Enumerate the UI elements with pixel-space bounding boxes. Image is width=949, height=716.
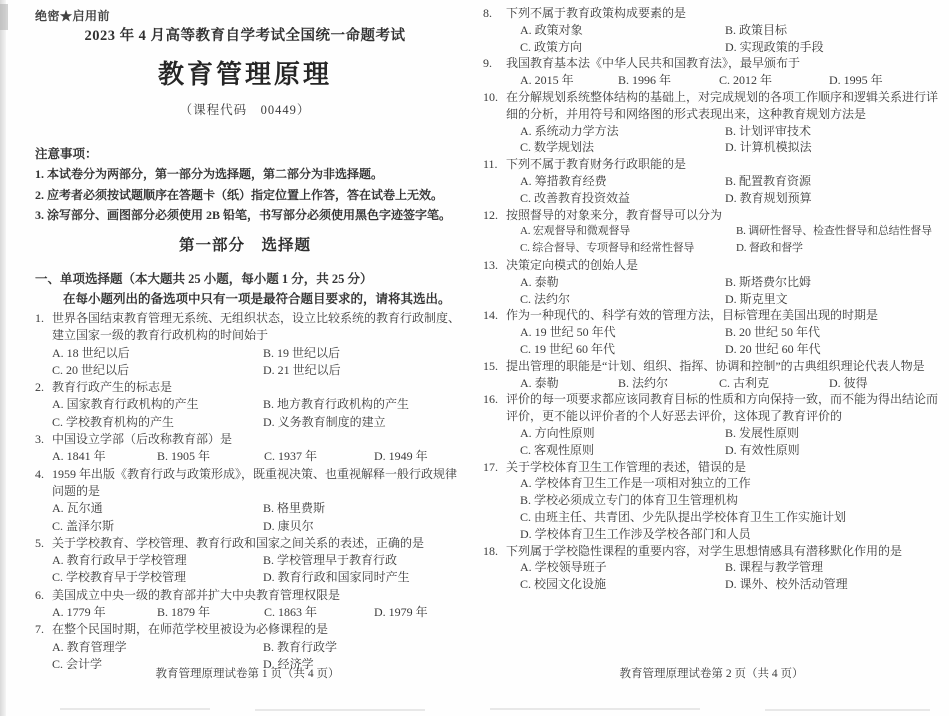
option-A: A. 国家教育行政机构的产生 (52, 397, 199, 412)
option-D: D. 有效性原则 (725, 442, 800, 457)
course-code: （课程代码 00449） (179, 103, 311, 117)
question-18 (483, 543, 941, 593)
option-C: C. 2012 年 (719, 73, 773, 88)
question-10 (483, 89, 941, 156)
question-number: 6. (35, 587, 44, 602)
scan-streak-artifact (490, 708, 700, 710)
question-stem: 我国教育基本法《中华人民共和国教育法》，最早颁布于 (506, 56, 801, 71)
question-stem: 评价的每一项要求都应该同教育目标的性质和方向保持一致，而不能为得出结论而评价，更不能以评价者的个人好恶去评价，这体现了教育评价的 (506, 392, 939, 424)
option-B: B. 课程与教学管理 (725, 560, 824, 575)
question-16 (483, 391, 941, 458)
question-list-page-2 (483, 5, 941, 593)
question-number: 5. (35, 535, 44, 550)
option-D: D. 计算机模拟法 (725, 140, 812, 155)
option-B: B. 学校必须成立专门的体育卫生管理机构 (520, 493, 739, 508)
option-D: D. 经济学 (263, 656, 314, 671)
notices-list (35, 164, 465, 226)
option-B: B. 1996 年 (618, 73, 672, 88)
option-B: B. 政策目标 (725, 22, 788, 37)
question-options (520, 475, 941, 542)
option-C: C. 改善教育投资效益 (520, 190, 631, 205)
option-D: D. 1995 年 (829, 73, 883, 88)
question-options (520, 223, 941, 257)
option-A: A. 教育行政早于学校管理 (52, 553, 187, 568)
scan-edge-artifact (0, 0, 6, 716)
option-A: A. 19 世纪 50 年代 (520, 325, 616, 340)
option-C: C. 1863 年 (264, 605, 318, 620)
question-number: 12. (483, 207, 498, 222)
option-C: C. 法约尔 (520, 291, 571, 306)
option-D: D. 义务教育制度的建立 (263, 414, 386, 429)
question-1 (35, 310, 461, 379)
question-12 (483, 207, 941, 257)
question-6 (35, 587, 461, 622)
option-A: A. 学校体育卫生工作是一项相对独立的工作 (520, 476, 751, 491)
question-14 (483, 307, 941, 357)
option-C: C. 数学规划法 (520, 140, 595, 155)
scan-corner-artifact (0, 4, 8, 30)
option-C: C. 古利克 (719, 375, 770, 390)
option-C: C. 1937 年 (264, 449, 318, 464)
option-C: C. 由班主任、共青团、少先队提出学校体育卫生工作实施计划 (520, 509, 847, 524)
option-B: B. 教育行政学 (263, 639, 338, 654)
question-number: 16. (483, 392, 498, 407)
option-A: A. 教育管理学 (52, 639, 127, 654)
question-stem: 在分解规划系统整体结构的基础上，对完成规划的各项工作顺序和逻辑关系进行详细的分析，并用符号和网络图的形式表现出来，这种教育规划方法是 (506, 89, 939, 121)
option-B: B. 1905 年 (157, 449, 211, 464)
question-number: 10. (483, 89, 498, 104)
page-2-footer: 教育管理原理试卷第 2 页（共 4 页） (619, 668, 804, 680)
option-C: C. 综合督导、专项督导和经常性督导 (520, 242, 695, 255)
question-number: 1. (35, 311, 44, 325)
question-number: 13. (483, 257, 498, 272)
option-A: A. 宏观督导和微观督导 (520, 225, 631, 238)
exam-page-2 (474, 0, 949, 716)
option-B: B. 地方教育行政机构的产生 (263, 397, 410, 412)
option-C: C. 盖泽尔斯 (52, 518, 115, 533)
option-B: B. 发展性原则 (725, 425, 800, 440)
option-C: C. 20 世纪以后 (52, 362, 130, 377)
option-A: A. 18 世纪以后 (52, 345, 130, 360)
option-A: A. 泰勒 (520, 274, 559, 289)
question-stem: 下列不属于教育政策构成要素的是 (506, 6, 687, 20)
question-number: 15. (483, 358, 498, 373)
question-15 (483, 358, 941, 392)
question-number: 4. (35, 466, 44, 481)
question-stem: 下列不属于教育财务行政职能的是 (506, 157, 687, 172)
section-subtitle: 在每小题列出的备选项中只有一项是最符合题目要求的，请将其选出。 (63, 292, 451, 306)
exam-session-line: 2023 年 4 月高等教育自学考试全国统一命题考试 (84, 28, 406, 44)
question-11 (483, 156, 941, 206)
option-D: D. 1949 年 (374, 449, 428, 464)
question-options (520, 72, 941, 89)
option-C: C. 客观性原则 (520, 442, 595, 457)
option-A: A. 学校领导班子 (520, 560, 607, 575)
option-D: D. 课外、校外活动管理 (725, 577, 848, 592)
option-A: A. 2015 年 (520, 73, 574, 88)
option-B: B. 计划评审技术 (725, 123, 812, 138)
question-stem: 中国设立学部（后改称教育部）是 (52, 432, 233, 447)
option-A: A. 瓦尔通 (52, 501, 103, 516)
page-1-footer: 教育管理原理试卷第 1 页（共 4 页） (155, 668, 340, 680)
question-number: 9. (483, 56, 492, 71)
option-A: A. 政策对象 (520, 22, 583, 37)
question-options (520, 173, 941, 207)
question-stem: 美国成立中央一级的教育部并扩大中央教育管理权限是 (52, 587, 341, 602)
question-stem: 世界各国结束教育管理无系统、无组织状态，设立比较系统的教育行政制度、建立国家一级的教育行政机构的时间始于 (52, 311, 461, 343)
question-number: 8. (483, 6, 492, 20)
option-C: C. 学校教育机构的产生 (52, 414, 175, 429)
option-D: D. 21 世纪以后 (263, 362, 341, 377)
option-A: A. 泰勒 (520, 375, 559, 390)
question-stem: 作为一种现代的、科学有效的管理方法，目标管理在美国出现的时期是 (506, 308, 879, 323)
question-number: 14. (483, 308, 498, 323)
question-13 (483, 257, 941, 307)
option-C: C. 会计学 (52, 656, 103, 671)
question-stem: 提出管理的职能是“计划、组织、指挥、协调和控制”的古典组织理论代表人物是 (506, 358, 925, 373)
option-B: B. 20 世纪 50 年代 (725, 325, 821, 340)
question-options (52, 345, 461, 380)
question-options (520, 324, 941, 358)
question-9 (483, 55, 941, 89)
option-B: B. 斯塔费尔比姆 (725, 274, 812, 289)
option-D: D. 教育行政和国家同时产生 (263, 570, 410, 585)
part-one-heading: 第一部分 选择题 (178, 237, 311, 254)
question-5 (35, 535, 461, 587)
question-stem: 关于学校教育、学校管理、教育行政和国家之间关系的表述，正确的是 (52, 535, 425, 550)
question-2 (35, 379, 461, 431)
question-stem: 下列属于学校隐性课程的重要内容，对学生思想情感具有潜移默化作用的是 (506, 543, 903, 558)
option-D: D. 康贝尔 (263, 518, 314, 533)
question-number: 11. (483, 157, 498, 172)
question-number: 3. (35, 432, 44, 447)
question-stem: 在整个民国时期，在师范学校里被设为必修课程的是 (52, 622, 329, 637)
option-D: D. 斯克里文 (725, 291, 788, 306)
option-B: B. 配置教育资源 (725, 173, 812, 188)
question-options (52, 604, 461, 621)
option-D: D. 教育规划预算 (725, 190, 812, 205)
option-C: C. 学校教育早于学校管理 (52, 570, 187, 585)
notice-item-2: 2. 应考者必须按试题顺序在答题卡（纸）指定位置上作答，答在试卷上无效。 (35, 187, 444, 202)
scan-streak-artifact (765, 709, 930, 711)
question-options (52, 396, 461, 431)
scan-streak-artifact (60, 708, 210, 710)
option-A: A. 筹措教育经费 (520, 173, 607, 188)
question-options (52, 500, 461, 535)
question-stem: 教育行政产生的标志是 (52, 380, 173, 395)
option-B: B. 学校管理早于教育行政 (263, 553, 398, 568)
option-A: A. 方向性原则 (520, 425, 595, 440)
scan-streak-artifact (255, 709, 425, 711)
question-stem: 1959 年出版《教育行政与政策形成》，既重视决策、也重视解释一般行政规律问题的是 (52, 466, 458, 498)
question-3 (35, 431, 461, 466)
question-options (520, 123, 941, 157)
question-options (520, 375, 941, 392)
question-options (520, 22, 941, 56)
question-number: 17. (483, 459, 498, 474)
option-B: B. 格里费斯 (263, 501, 326, 516)
question-options (520, 425, 941, 459)
option-C: C. 19 世纪 60 年代 (520, 341, 616, 356)
question-number: 2. (35, 380, 44, 395)
option-A: A. 系统动力学方法 (520, 123, 619, 138)
question-options (52, 552, 461, 587)
question-list-page-1 (35, 310, 461, 673)
notices-heading: 注意事项： (35, 147, 98, 161)
question-stem: 关于学校体育卫生工作管理的表述，错误的是 (506, 459, 747, 474)
exam-title: 教育管理原理 (157, 60, 332, 89)
secret-classification-label: 绝密★启用前 (35, 9, 111, 23)
option-B: B. 1879 年 (157, 605, 211, 620)
option-B: B. 19 世纪以后 (263, 345, 341, 360)
option-A: A. 1779 年 (52, 605, 106, 620)
question-4 (35, 466, 461, 535)
exam-page-1 (0, 0, 474, 716)
option-A: A. 1841 年 (52, 449, 106, 464)
notice-item-1: 1. 本试卷分为两部分，第一部分为选择题，第二部分为非选择题。 (35, 167, 384, 181)
option-D: D. 学校体育卫生工作涉及学校各部门和人员 (520, 526, 751, 541)
question-stem: 决策定向模式的创始人是 (506, 257, 639, 272)
option-D: D. 1979 年 (374, 605, 428, 620)
notice-item-3: 3. 涂写部分、画图部分必须使用 2B 铅笔，书写部分必须使用黑色字迹签字笔。 (35, 208, 452, 222)
option-D: D. 彼得 (829, 375, 868, 390)
section-title: 一、单项选择题（本大题共 25 小题，每小题 1 分，共 25 分） (35, 272, 373, 286)
option-B: B. 法约尔 (618, 375, 669, 390)
option-C: C. 政策方向 (520, 39, 583, 54)
option-B: B. 调研性督导、检查性督导和总结性督导 (736, 225, 932, 238)
question-17 (483, 459, 941, 543)
option-D: D. 实现政策的手段 (725, 39, 824, 54)
question-options (520, 274, 941, 308)
question-8 (483, 5, 941, 55)
question-stem: 按照督导的对象来分，教育督导可以分为 (506, 207, 723, 222)
question-options (520, 559, 941, 593)
question-number: 18. (483, 543, 498, 558)
question-number: 7. (35, 622, 44, 637)
option-D: D. 督政和督学 (736, 242, 803, 255)
option-D: D. 20 世纪 60 年代 (725, 341, 821, 356)
question-options (52, 448, 461, 465)
option-C: C. 校园文化设施 (520, 577, 607, 592)
